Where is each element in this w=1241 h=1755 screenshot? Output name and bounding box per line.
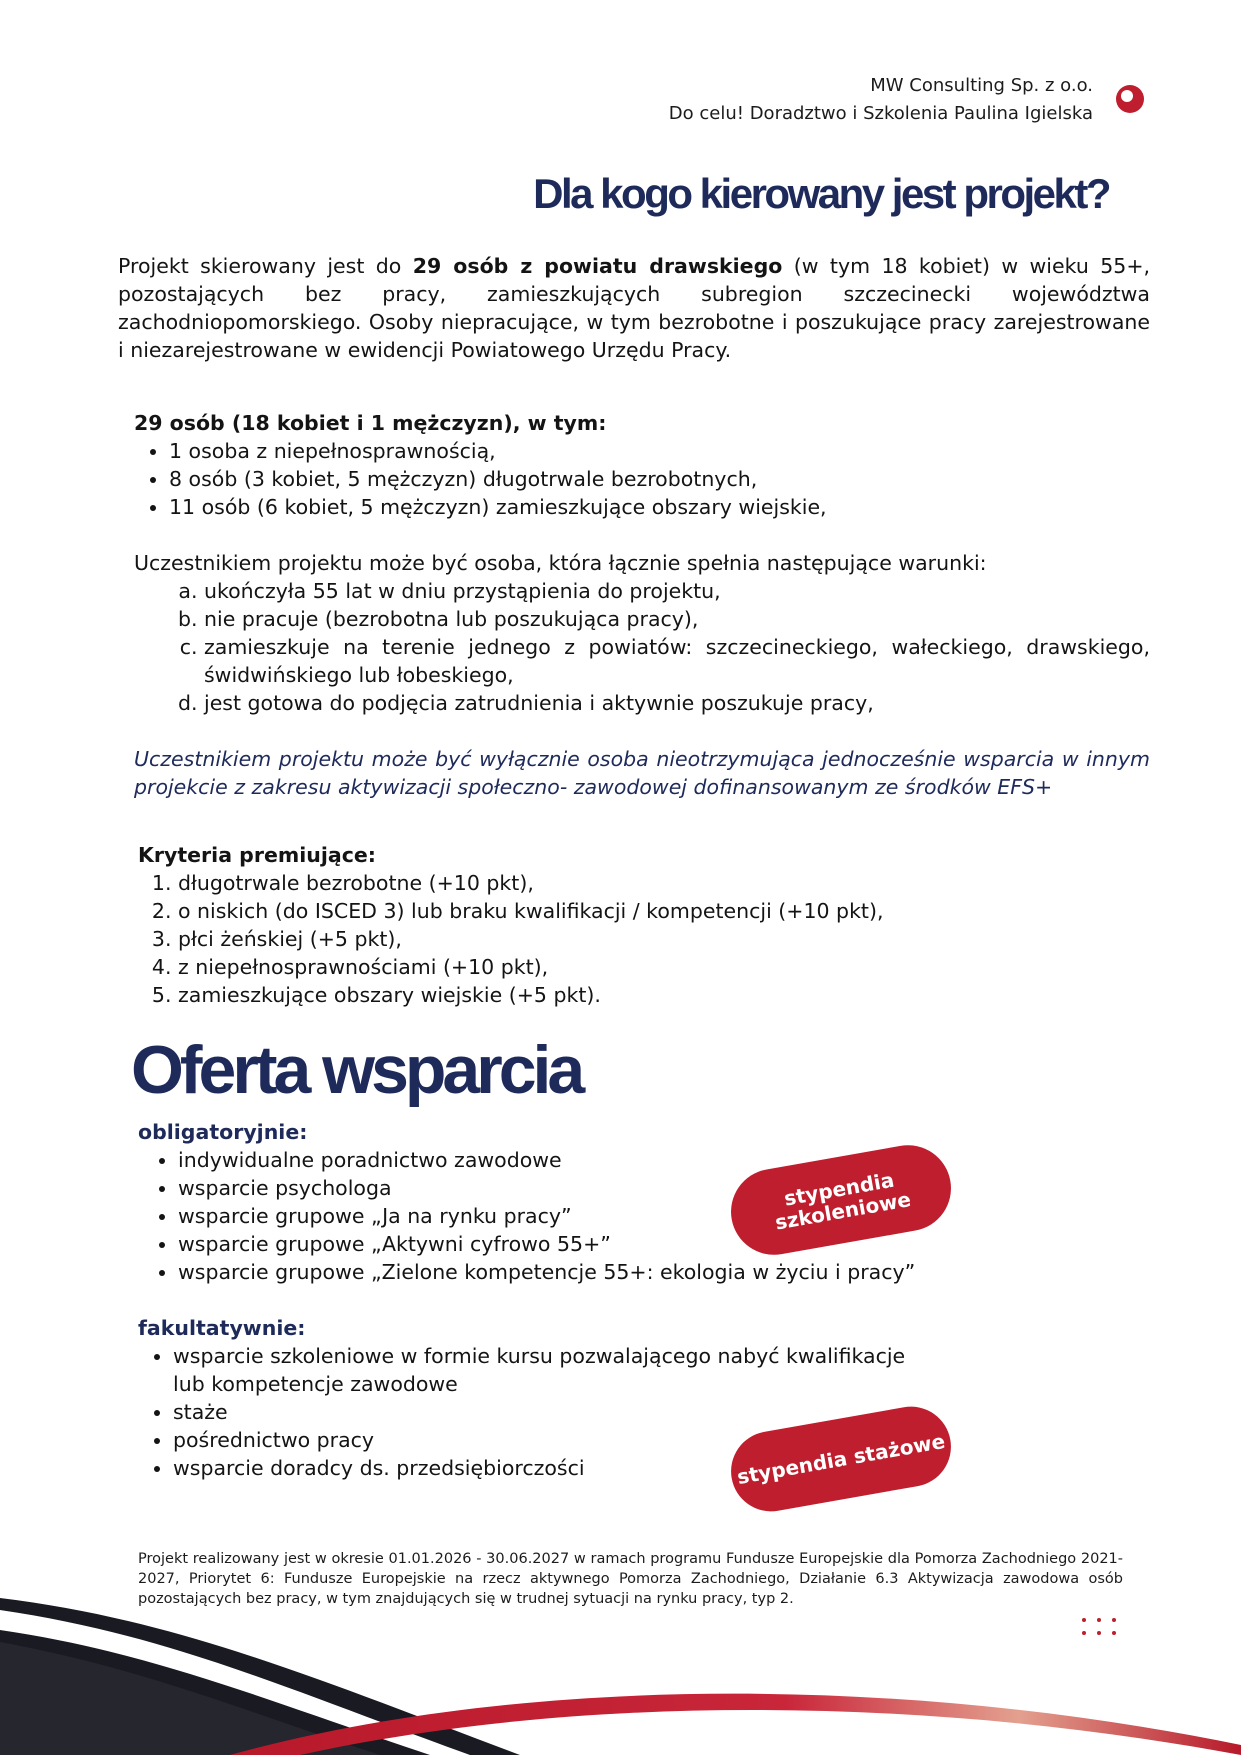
badge-training-stipend: stypendia szkoleniowe <box>724 1138 958 1261</box>
list-item: • wsparcie doradcy ds. przedsiębiorczości <box>173 1454 938 1482</box>
header-company-line2: Do celu! Doradztwo i Szkolenia Paulina Igielska <box>668 103 1093 124</box>
header-organizations <box>669 72 1093 128</box>
list-item: • wsparcie grupowe „Ja na rynku pracy” <box>178 1202 938 1230</box>
offer-title: Oferta wsparcia <box>131 1032 582 1108</box>
list-item: b. nie pracuje (bezrobotna lub poszukująca pracy), <box>204 605 1150 633</box>
list-item: a. ukończyła 55 lat w dniu przystąpienia do projektu, <box>204 577 1150 605</box>
header-company-line1: MW Consulting Sp. z o.o. <box>870 75 1093 96</box>
list-item: • 8 osób (3 kobiet, 5 mężczyzn) długotrwale bezrobotnych, <box>169 465 1150 493</box>
list-item: c. zamieszkuje na terenie jednego z powiatów: szczecineckiego, wałeckiego, drawskiego, świdwińskiego lub łobeskiego, <box>204 633 1150 689</box>
optional-heading: fakultatywnie: <box>138 1316 306 1340</box>
conditions-intro: Uczestnikiem projektu może być osoba, która łącznie spełnia następujące warunki: <box>134 551 987 575</box>
footer-funding-note: Projekt realizowany jest w okresie 01.01.2026 - 30.06.2027 w ramach programu Fundusze Europejskie dla Pomorza Zachodniego 2021-2027, Priorytet 6: Fundusze Europejskie na rzecz aktywnego Pomorza Zachodniego, Działanie 6.3 Aktywizacja zawodowa osób pozostających bez pracy, w tym znajdujących się w trudnej sytuacji na rynku pracy, typ 2. <box>138 1551 1123 1607</box>
target-groups-list <box>134 437 1150 521</box>
target-groups-heading: 29 osób (18 kobiet i 1 mężczyzn), w tym: <box>134 411 607 435</box>
intro-text-end: (w tym 18 kobiet) w wieku 55+, pozostających bez pracy, zamieszkujących subregion szczecinecki województwa zachodniopomorskiego. Osoby niepracujące, w tym bezrobotne i poszukujące pracy zarejestrowane i niezarejestrowane w ewidencji Powiatowego Urzędu Pracy. <box>118 254 1151 362</box>
conditions-list <box>134 577 1150 717</box>
intro-text-start: Projekt skierowany jest do <box>118 254 413 278</box>
badge-internship-stipend: stypendia stażowe <box>725 1400 958 1517</box>
list-item: • indywidualne poradnictwo zawodowe <box>178 1146 938 1174</box>
list-item: 5. zamieszkujące obszary wiejskie (+5 pkt). <box>178 981 1150 1009</box>
list-item: 1. długotrwale bezrobotne (+10 pkt), <box>178 869 1150 897</box>
list-item: • 1 osoba z niepełnosprawnością, <box>169 437 1150 465</box>
exclusion-note: Uczestnikiem projektu może być wyłącznie osoba nieotrzymująca jednocześnie wsparcia w innym projekcie z zakresu aktywizacji społeczno- zawodowej dofinansowanym ze środków EFS+ <box>134 747 1150 799</box>
list-item: • wsparcie grupowe „Aktywni cyfrowo 55+” <box>178 1230 938 1258</box>
list-item: • wsparcie szkoleniowe w formie kursu pozwalającego nabyć kwalifikacje lub kompetencje zawodowe <box>173 1342 938 1398</box>
criteria-heading: Kryteria premiujące: <box>138 843 376 867</box>
intro-paragraph <box>118 252 1150 364</box>
page-title: Dla kogo kierowany jest projekt? <box>533 170 1109 217</box>
list-item: d. jest gotowa do podjęcia zatrudnienia i aktywnie poszukuje pracy, <box>204 689 1150 717</box>
list-item: • wsparcie psychologa <box>178 1174 938 1202</box>
list-item: • wsparcie grupowe „Zielone kompetencje 55+: ekologia w życiu i pracy” <box>178 1258 938 1286</box>
mandatory-heading: obligatoryjnie: <box>138 1120 308 1144</box>
red-circle-logo-icon <box>1114 83 1146 115</box>
criteria-list <box>138 869 1150 1009</box>
intro-highlight: 29 osób z powiatu drawskiego <box>412 254 783 278</box>
eligibility-conditions <box>134 549 1150 717</box>
list-item: 3. płci żeńskiej (+5 pkt), <box>178 925 1150 953</box>
list-item: 2. o niskich (do ISCED 3) lub braku kwalifikacji / kompetencji (+10 pkt), <box>178 897 1150 925</box>
list-item: • staże <box>173 1398 938 1426</box>
bonus-criteria <box>138 841 1150 1009</box>
list-item: • pośrednictwo pracy <box>173 1426 938 1454</box>
list-item: • 11 osób (6 kobiet, 5 mężczyzn) zamieszkujące obszary wiejskie, <box>169 493 1150 521</box>
list-item: 4. z niepełnosprawnościami (+10 pkt), <box>178 953 1150 981</box>
target-groups <box>134 409 1150 521</box>
decorative-waves <box>0 1580 1241 1755</box>
